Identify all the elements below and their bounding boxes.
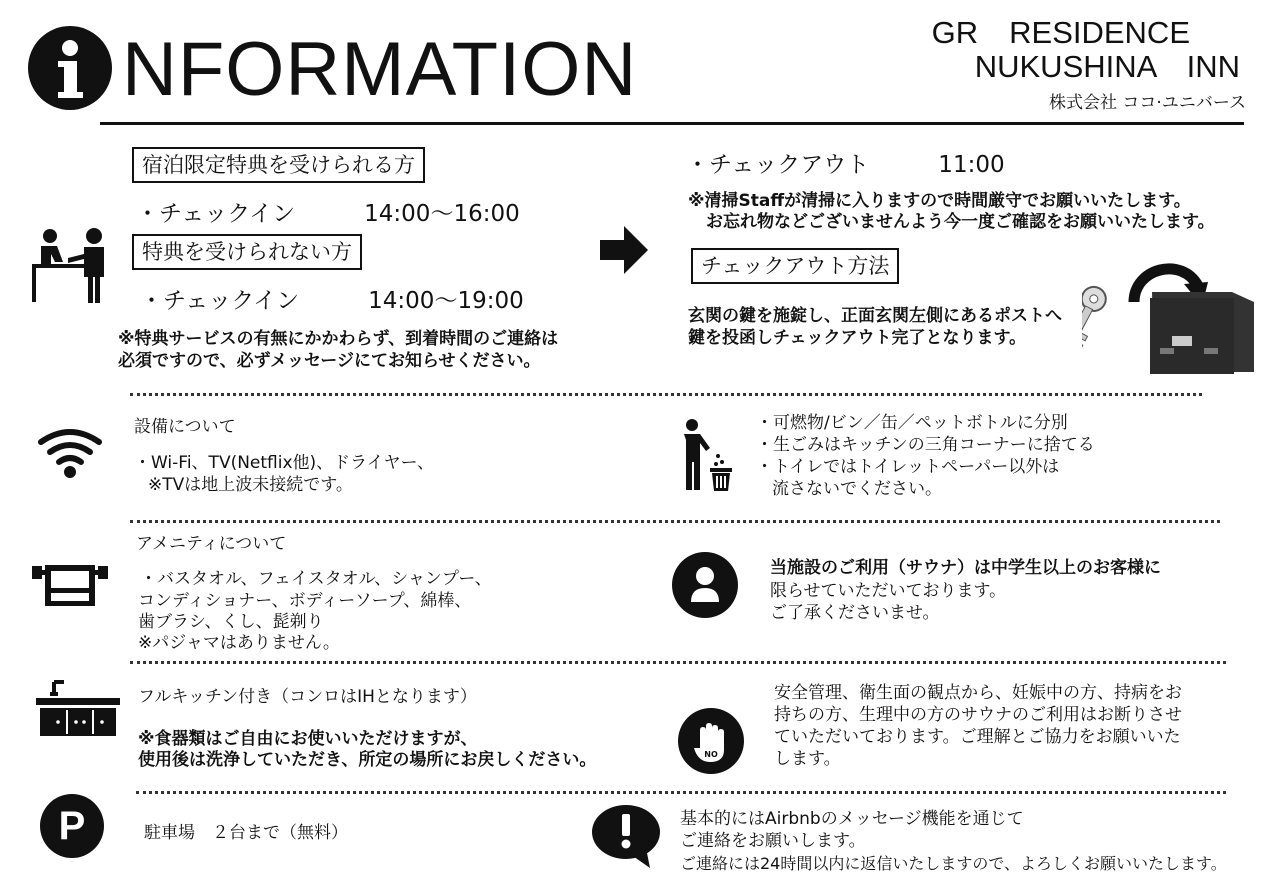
checkin-note-line1: ※特典サービスの有無にかかわらず、到着時間のご連絡は (118, 329, 559, 349)
contact-line3: ご連絡には24時間以内に返信いたしますので、よろしくお願いいたします。 (680, 854, 1227, 873)
sauna-safety-line4: します。 (774, 749, 841, 769)
parking-icon (40, 794, 104, 858)
amenity-line1: ・バスタオル、フェイスタオル、シャンプー、 (140, 569, 492, 589)
equipment-line2: ※TVは地上波未接続です。 (148, 475, 353, 495)
garbage-line4: 流さないでください。 (772, 479, 942, 499)
key-mailbox-icon (1082, 250, 1258, 384)
amenity-line3: 歯ブラシ、くし、髭剃り (138, 612, 324, 632)
garbage-line1: ・可燃物/ビン／缶／ペットボトルに分別 (756, 413, 1068, 433)
checkout-time: ・チェックアウト 11:00 (686, 152, 1005, 178)
garbage-line3: ・トイレではトイレットペーパー以外は (756, 457, 1060, 477)
divider-2 (130, 520, 1220, 523)
parking-text: 駐車場 ２台まで（無料） (144, 823, 348, 843)
sauna-age-line3: ご了承くださいませ。 (770, 603, 940, 623)
sauna-safety-line3: ていただいております。ご理解とご協力をお願いいた (774, 727, 1181, 747)
divider-1 (130, 393, 1202, 396)
person-icon (672, 552, 738, 618)
page-title: NFORMATION (122, 27, 638, 112)
divider-3 (130, 661, 1226, 664)
info-icon (28, 26, 112, 110)
brand-line1: GR RESIDENCE (931, 15, 1190, 50)
parking-letter: P (58, 804, 86, 848)
kitchen-line2: ※食器類はご自由にお使いいただけますが、 (138, 729, 478, 749)
amenity-heading: アメニティについて (136, 534, 287, 554)
divider-4 (136, 791, 1226, 794)
towel-icon (32, 560, 108, 610)
amenity-line2: コンディショナー、ボディーソープ、綿棒、 (138, 591, 472, 611)
message-alert-icon (590, 804, 662, 872)
company-name: 株式会社 ココ·ユニバース (1049, 93, 1246, 113)
checkout-method-line2: 鍵を投函しチェックアウト完了となります。 (688, 328, 1027, 348)
amenity-line4: ※パジャマはありません。 (138, 633, 340, 653)
checkout-note-line1: ※清掃Staffが清掃に入りますので時間厳守でお願いいたします。 (688, 191, 1191, 211)
checkout-note-line2: お忘れ物などございませんよう今一度ご確認をお願いいたします。 (706, 212, 1215, 232)
header-rule (100, 122, 1244, 125)
checkout-method-label: チェックアウト方法 (691, 248, 899, 284)
sauna-safety-line1: 安全管理、衛生面の観点から、妊娠中の方、持病をお (774, 683, 1182, 703)
sauna-age-line2: 限らせていただいております。 (770, 581, 1007, 601)
contact-line1: 基本的にはAirbnbのメッセージ機能を通じて (680, 809, 1024, 829)
brand-line2: NUKUSHINA INN (974, 49, 1240, 84)
sauna-safety-line2: 持ちの方、生理中の方のサウナのご利用はお断りさせ (774, 705, 1182, 725)
kitchen-icon (36, 680, 120, 742)
checkin-privileged-time: ・チェックイン 14:00～16:00 (136, 201, 520, 227)
reception-icon (30, 224, 112, 310)
regular-guest-label: 特典を受けられない方 (132, 234, 362, 270)
contact-line2: ご連絡をお願いします。 (680, 831, 866, 851)
kitchen-line1: フルキッチン付き（コンロはIHとなります） (138, 687, 477, 707)
arrow-right-icon (598, 224, 650, 280)
no-hand-icon (678, 708, 744, 774)
privileged-guest-label: 宿泊限定特典を受けられる方 (132, 147, 425, 183)
trash-disposal-icon (680, 418, 736, 498)
equipment-line1: ・Wi-Fi、TV(Netflix他)、ドライヤー、 (134, 453, 434, 473)
sauna-age-line1: 当施設のご利用（サウナ）は中学生以上のお客様に (770, 558, 1161, 578)
wifi-icon (38, 428, 102, 484)
no-label: NO (704, 750, 718, 759)
checkout-method-line1: 玄関の鍵を施錠し、正面玄関左側にあるポストへ (688, 306, 1062, 326)
garbage-line2: ・生ごみはキッチンの三角コーナーに捨てる (756, 435, 1095, 455)
kitchen-line3: 使用後は洗浄していただき、所定の場所にお戻しください。 (138, 750, 597, 770)
checkin-regular-time: ・チェックイン 14:00～19:00 (140, 288, 524, 314)
checkin-note-line2: 必須ですので、必ずメッセージにてお知らせください。 (118, 351, 541, 371)
equipment-heading: 設備について (134, 417, 236, 437)
